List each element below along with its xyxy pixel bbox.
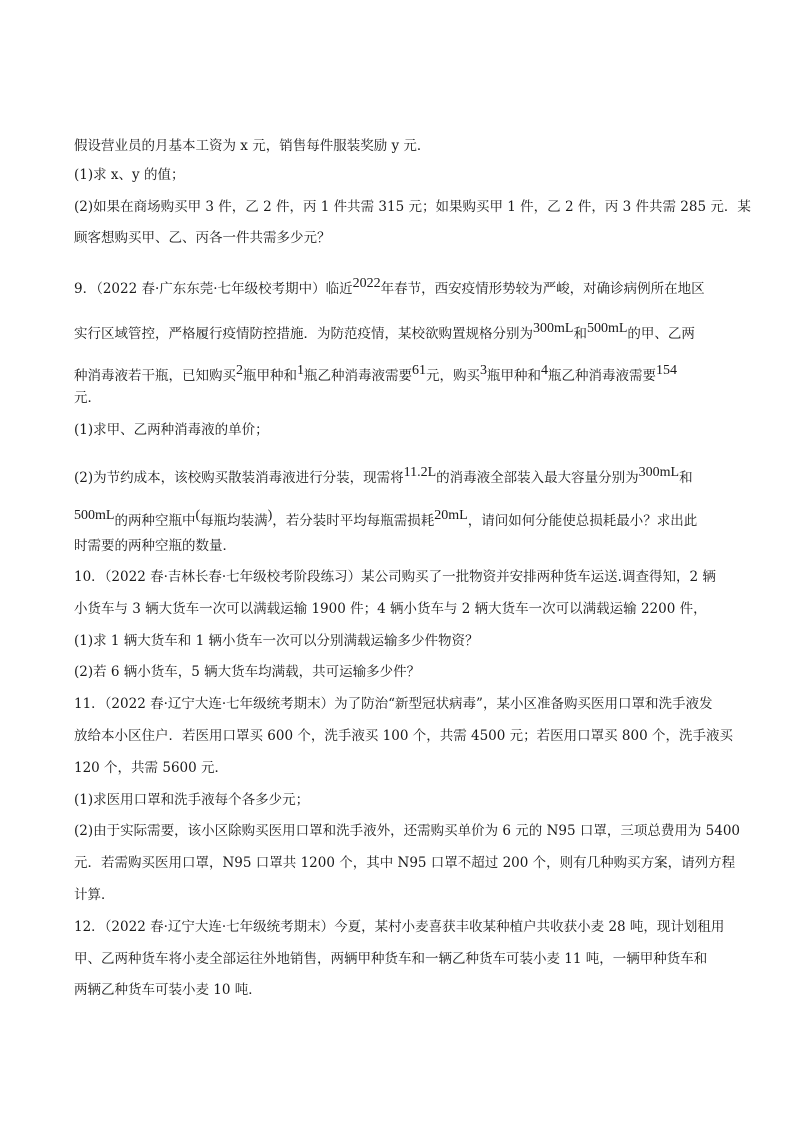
text-line	[74, 886, 115, 904]
text-line	[74, 600, 707, 618]
formula: (	[195, 508, 201, 523]
text: 12．（2022 春·辽宁大连·七年级统考期末）今夏，某村小麦喜获丰收某种植户共收获小麦 28 吨，现计划租用	[74, 919, 725, 935]
text: (1)求 1 辆大货车和 1 辆小货车一次可以分别满载运输多少件物资？	[74, 633, 479, 649]
formula: 61	[412, 363, 426, 378]
text: 放给本小区住户．若医用口罩买 600 个，洗手液买 100 个，共需 4500 元；若医用口罩买 800 个，洗手液买	[74, 728, 733, 744]
text: (2)由于实际需要，该小区除购买医用口罩和洗手液外，还需购买单价为 6 元的 N95 口罩，三项总费用为 5400	[74, 823, 741, 839]
text: 时需要的两种空瓶的数量．	[74, 538, 236, 554]
text: 瓶甲种和	[243, 368, 297, 384]
formula: 4	[541, 363, 548, 378]
text-line	[74, 389, 101, 407]
text-line	[74, 320, 695, 343]
formula: 3	[480, 363, 487, 378]
text: 和	[679, 470, 693, 486]
text: (1)求甲、乙两种消毒液的单价；	[74, 422, 269, 438]
formula: 300mL	[533, 321, 574, 336]
text: 瓶乙种消毒液需要	[304, 368, 412, 384]
text: 的两种空瓶中	[114, 513, 196, 529]
formula: 154	[656, 363, 677, 378]
text: 顾客想购买甲、乙、丙各一件共需多少元？	[74, 230, 331, 246]
text-line	[74, 981, 262, 999]
formula: 2022	[352, 276, 381, 291]
text-line	[74, 822, 740, 840]
question-12-title	[74, 918, 724, 936]
formula: 20mL	[434, 508, 468, 523]
text: (1)求 x、y 的值；	[74, 167, 185, 183]
text-line	[74, 421, 269, 439]
text: (2)如果在商场购买甲 3 件，乙 2 件，丙 1 件共需 315 元；如果购买甲 1 件，乙 2 件，丙 3 件共需 285 元．某	[74, 199, 751, 215]
text-line	[74, 507, 697, 530]
text: 的甲、乙两	[627, 326, 695, 342]
text: 小货车与 3 辆大货车一次可以满载运输 1900 件；4 辆小货车与 2 辆大货车一次可以满载运输 2200 件，	[74, 601, 707, 617]
text: 瓶乙种消毒液需要	[548, 368, 656, 384]
formula: 11.2L	[403, 465, 437, 480]
text-line	[74, 464, 693, 487]
text-line	[74, 632, 478, 650]
text: 甲、乙两种货车将小麦全部运往外地销售，两辆甲种货车和一辆乙种货车可装小麦 11 吨，一辆甲种货车和	[74, 951, 708, 967]
text-line	[74, 137, 430, 155]
text-line	[74, 166, 184, 184]
text-line	[74, 759, 228, 777]
question-10-title	[74, 568, 716, 586]
text: 11．（2022 春·辽宁大连·七年级统考期末）为了防治“新型冠状病毒”，某小区准备购买医用口罩和洗手液发	[74, 696, 713, 712]
text: 和	[573, 326, 587, 342]
text-line	[74, 198, 751, 216]
text-line	[74, 950, 707, 968]
text-line	[74, 854, 735, 872]
text: 9．（2022 春·广东东莞·七年级校考期中）临近	[74, 281, 353, 297]
text: 种消毒液若干瓶，已知购买	[74, 368, 236, 384]
text: 实行区域管控，严格履行疫情防控措施．为防范疫情，某校欲购置规格分别为	[74, 326, 533, 342]
formula: 500mL	[586, 321, 628, 336]
text: (1)求医用口罩和洗手液每个各多少元；	[74, 792, 310, 808]
formula: 500mL	[74, 508, 115, 523]
text: ，请问如何分能使总损耗最小？求出此	[467, 513, 698, 529]
text: (2)若 6 辆小货车，5 辆大货车均满载，共可运输多少件？	[74, 664, 421, 680]
text: 计算．	[74, 887, 115, 903]
text: ，若分装时平均每瓶需损耗	[272, 513, 435, 529]
text-line	[74, 229, 331, 247]
text: 的消毒液全部装入最大容量分别为	[436, 470, 639, 486]
formula: 300mL	[638, 465, 680, 480]
text-line	[74, 362, 677, 385]
text-line	[74, 791, 309, 809]
formula: 1	[297, 363, 304, 378]
formula: )	[267, 508, 273, 523]
text: 元，购买	[426, 368, 480, 384]
text: 假设营业员的月基本工资为 x 元，销售每件服装奖励 y 元．	[74, 138, 431, 154]
text: 每瓶均装满	[200, 513, 268, 529]
text: 年春节，西安疫情形势较为严峻，对确诊病例所在地区	[380, 281, 705, 297]
text: 两辆乙种货车可装小麦 10 吨．	[74, 982, 262, 998]
question-11-title	[74, 695, 712, 713]
text-line	[74, 537, 236, 555]
text: 10．（2022 春·吉林长春·七年级校考阶段练习）某公司购买了一批物资并安排两种货车运送.调查得知，2 辆	[74, 569, 716, 585]
text-line	[74, 663, 420, 681]
text: 元．若需购买医用口罩，N95 口罩共 1200 个，其中 N95 口罩不超过 200 个，则有几种购买方案，请列方程	[74, 855, 736, 871]
text-line	[74, 727, 733, 745]
question-9-title	[74, 275, 705, 298]
text: (2)为节约成本，该校购买散装消毒液进行分装，现需将	[74, 470, 404, 486]
text: 元．	[74, 390, 101, 406]
text: 120 个，共需 5600 元．	[74, 760, 228, 776]
text: 瓶甲种和	[487, 368, 541, 384]
formula: 2	[236, 363, 243, 378]
